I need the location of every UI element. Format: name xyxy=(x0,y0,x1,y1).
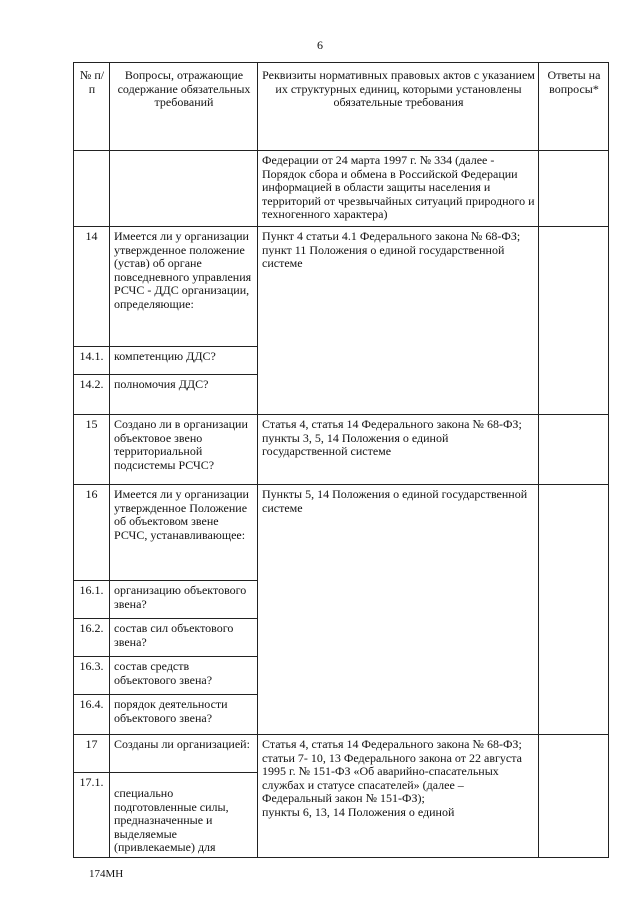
header-requisites: Реквизиты нормативных правовых актов с указанием их структурных единиц, которыми установлены обязательные требования xyxy=(258,63,539,151)
row-question: Имеется ли у организации утвержденное положение (устав) об органе повседневного управления РСЧС - ДДС организации, определяющие: xyxy=(110,227,258,347)
row-question: Созданы ли организацией: xyxy=(110,735,258,773)
row-num: 16.1. xyxy=(74,581,110,619)
header-questions: Вопросы, отражающие содержание обязательных требований xyxy=(110,63,258,151)
row-num: 14 xyxy=(74,227,110,347)
table-row xyxy=(74,227,609,347)
row-answer xyxy=(539,735,609,858)
row-requisites xyxy=(258,735,539,858)
row-num xyxy=(74,151,110,227)
row-question xyxy=(110,151,258,227)
row-question: специально подготовленные силы, предназначенные и выделяемые (привлекаемые) для xyxy=(110,773,258,858)
table-row xyxy=(74,485,609,581)
row-question: порядок деятельности объектового звена? xyxy=(110,695,258,735)
row-num: 17.1. xyxy=(74,773,110,858)
page-number: 6 xyxy=(317,38,323,52)
row-requisites xyxy=(258,151,539,227)
requirements-table xyxy=(73,62,609,858)
requisite-text: Пункт 4 статьи 4.1 Федерального закона № 68-ФЗ; xyxy=(262,229,521,243)
row-num: 16 xyxy=(74,485,110,581)
row-question: состав средств объектового звена? xyxy=(110,657,258,695)
footer-code: 174МН xyxy=(89,868,124,880)
row-num: 15 xyxy=(74,415,110,485)
header-num: № п/п xyxy=(74,63,110,151)
requisite-text: пункты 3, 5, 14 Положения о единой государственной системе xyxy=(262,430,449,458)
row-requisites xyxy=(258,485,539,735)
row-num: 16.4. xyxy=(74,695,110,735)
row-num: 17 xyxy=(74,735,110,773)
row-question: Создано ли в организации объектовое звено территориальной подсистемы РСЧС? xyxy=(110,415,258,485)
row-answer xyxy=(539,415,609,485)
requisite-text: статьи 7- 10, 13 Федерального закона от 22 августа 1995 г. № 151-ФЗ «Об аварийно-спасательных службах и статусе спасателей» (далее – Федеральный закон № 151-ФЗ); xyxy=(262,750,522,805)
table-row xyxy=(74,735,609,773)
row-answer xyxy=(539,151,609,227)
requisite-text: Статья 4, статья 14 Федерального закона № 68-ФЗ; xyxy=(262,417,522,431)
row-answer xyxy=(539,227,609,415)
requisite-text: Статья 4, статья 14 Федерального закона № 68-ФЗ; xyxy=(262,737,522,751)
row-num: 14.2. xyxy=(74,375,110,415)
row-question: организацию объектового звена? xyxy=(110,581,258,619)
row-requisites xyxy=(258,227,539,415)
row-num: 16.3. xyxy=(74,657,110,695)
row-num: 14.1. xyxy=(74,347,110,375)
requisite-text: пункт 11 Положения о единой государственной системе xyxy=(262,242,505,270)
requisite-text: пункты 6, 13, 14 Положения о единой xyxy=(262,804,455,819)
row-question: состав сил объектового звена? xyxy=(110,619,258,657)
table-row xyxy=(74,415,609,485)
requisite-text: Федерации от 24 марта 1997 г. № 334 (далее - Порядок сбора и обмена в Российской Федерации информацией в области защиты населения и территорий от чрезвычайных ситуаций природного и техногенного характера) xyxy=(262,153,535,221)
table-row xyxy=(74,151,609,227)
row-question: Имеется ли у организации утвержденное Положение об объектовом звене РСЧС, устанавливающее: xyxy=(110,485,258,581)
row-question: компетенцию ДДС? xyxy=(110,347,258,375)
row-num: 16.2. xyxy=(74,619,110,657)
row-requisites xyxy=(258,415,539,485)
table-header-row xyxy=(74,63,609,151)
row-question: полномочия ДДС? xyxy=(110,375,258,415)
requisite-text: Пункты 5, 14 Положения о единой государственной системе xyxy=(262,487,528,515)
header-answers: Ответы на вопросы* xyxy=(539,63,609,151)
row-answer xyxy=(539,485,609,735)
